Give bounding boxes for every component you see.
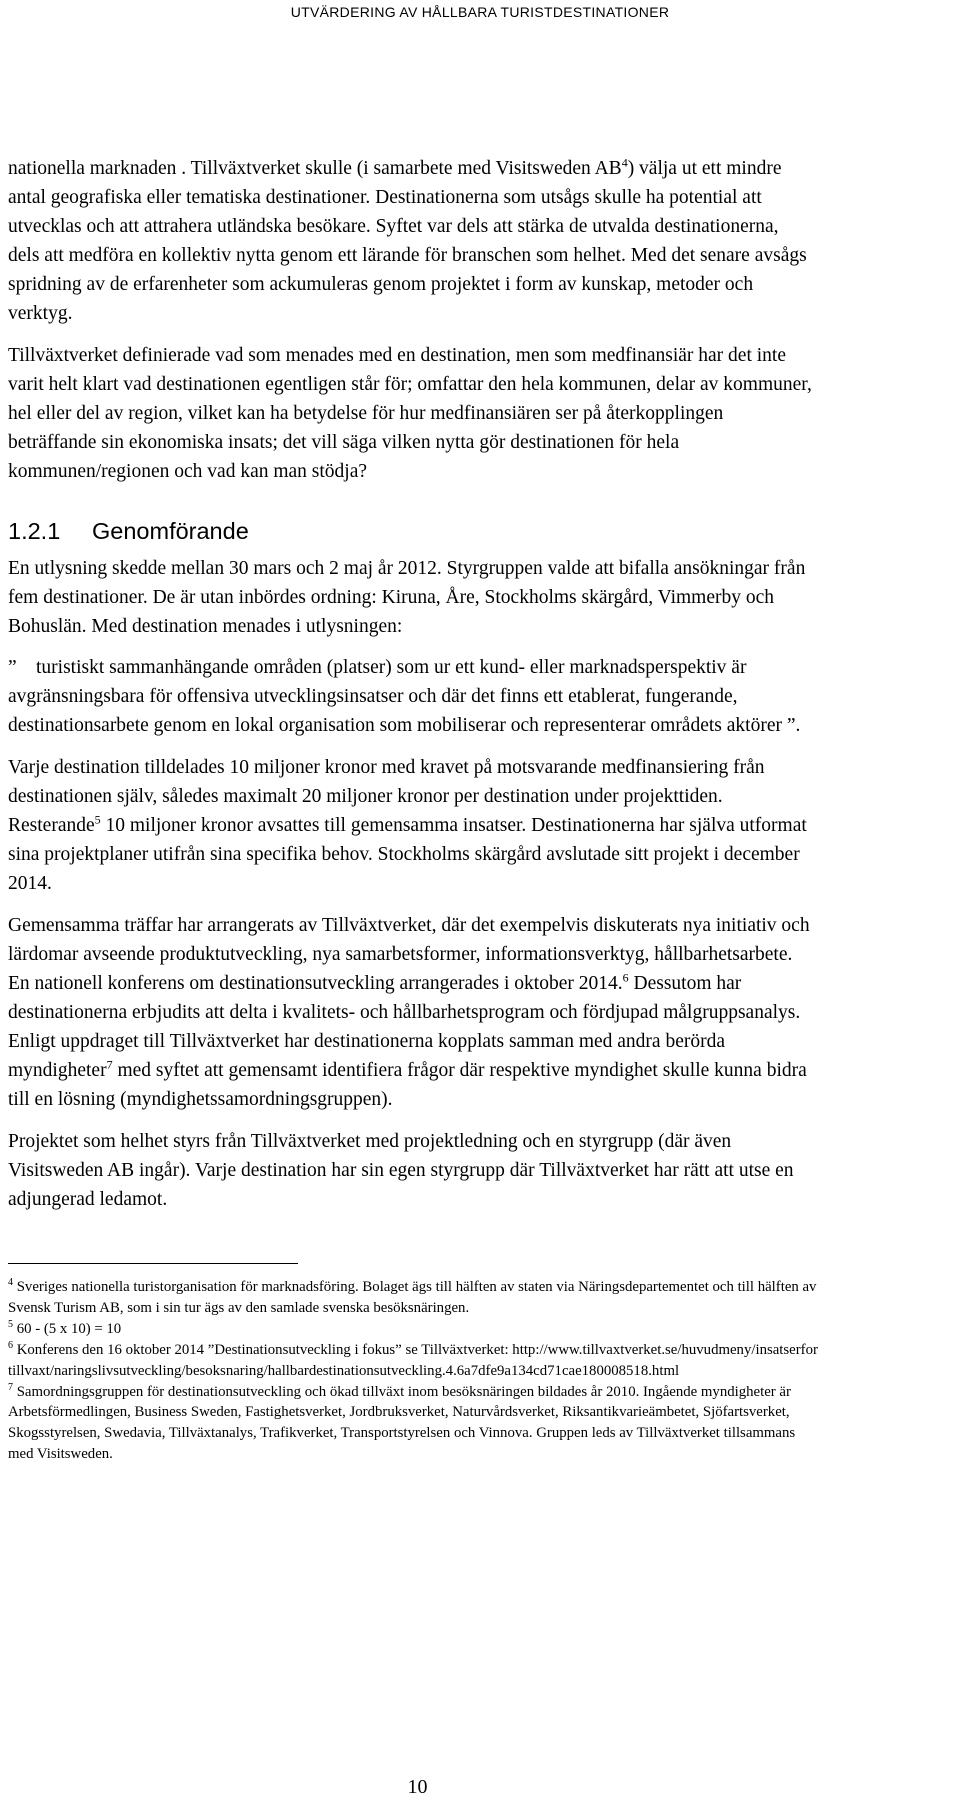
footnote-text: Sveriges nationella turistorganisation för marknadsföring. Bolaget ägs till hälften av staten via Näringsdepartementet och till hälften av Svensk Turism AB, som i sin tur ägs av den samlade svenska besöksnäringen.	[8, 1279, 817, 1316]
paragraph-1-part-b: ) välja ut ett mindre antal geografiska eller tematiska destinationer. Destinationerna som utsågs skulle ha potential att utvecklas och att attrahera utländska besökare. Syftet var dels att stärka de utvalda destinationerna, dels att medföra en kollektiv nytta genom ett lärande för branschen som helhet. Med det senare avsågs spridning av de erfarenheter som ackumuleras genom projektet i form av kunskap, metoder och verktyg.	[8, 158, 807, 324]
quote-text: turistiskt sammanhängande områden (platser) som ur ett kund- eller marknadsperspektiv är avgränsningsbara för offensiva utvecklingsinsatser och där det finns ett etablerat, fungerande, destinationsarbete genom en lokal organisation som mobiliserar och representerar områdets aktörer ”.	[8, 657, 801, 736]
footnote-ref-5[interactable]: 5	[94, 812, 101, 827]
page-number: 10	[407, 1776, 428, 1798]
footnote-number: 5	[8, 1318, 13, 1330]
paragraph-2: Tillväxtverket definierade vad som menades med en destination, men som medfinansiär har det inte varit helt klart vad destinationen egentligen står för; omfattar den hela kommunen, delar av kommuner, hel eller del av region, vilket kan ha betydelse för hur medfinansiären ser på återkopplingen beträffande sin ekonomiska insats; det vill säga vilken nytta gör destinationen för hela kommunen/regionen och vad kan man stödja?	[8, 345, 812, 482]
running-header: UTVÄRDERING AV HÅLLBARA TURISTDESTINATIONER	[290, 4, 670, 20]
paragraph-4-part-a: Varje destination tilldelades 10 miljoner kronor med kravet på motsvarande medfinansiering från destinationen själv, således maximalt 20 miljoner kronor per destination under projekttiden. Resterande	[8, 757, 765, 836]
footnote-4	[8, 1277, 820, 1319]
footnote-text: 60 - (5 x 10) = 10	[13, 1320, 122, 1337]
footnote-number: 4	[8, 1277, 13, 1289]
body-text	[8, 154, 814, 1214]
quote-open-mark: ”	[8, 657, 17, 678]
footnote-6	[8, 1340, 820, 1382]
block-quote	[8, 653, 814, 740]
paragraph-5-part-c: med syftet att gemensamt identifiera frågor där respektive myndighet skulle kunna bidra till en lösning (myndighetssamordningsgruppen).	[8, 1060, 807, 1110]
paragraph-1	[8, 154, 814, 328]
footnote-number: 7	[8, 1381, 13, 1393]
footnote-5	[8, 1319, 820, 1340]
footnote-7	[8, 1382, 820, 1466]
paragraph-5-part-a: Gemensamma träffar har arrangerats av Tillväxtverket, där det exempelvis diskuterats nya initiativ och lärdomar avseende produktutveckling, nya samarbetsformer, informationsverktyg, hållbarhetsarbete. En nationell konferens om destinationsutveckling arrangerades i oktober 2014.	[8, 915, 810, 994]
footnote-ref-4[interactable]: 4	[621, 155, 628, 170]
footnote-ref-7[interactable]: 7	[106, 1057, 113, 1072]
footnotes	[8, 1277, 820, 1465]
paragraph-5-part-b: Dessutom har destinationerna erbjudits att delta i kvalitets- och hållbarhetsprogram och fördjupad målgruppsanalys. Enligt uppdraget till Tillväxtverket har destinationerna kopplats samman med andra berörda myndigheter	[8, 973, 801, 1081]
footnote-text[interactable]: Konferens den 16 oktober 2014 ”Destinationsutveckling i fokus” se Tillväxtverket: http://www.tillvaxtverket.se/huvudmeny/insatserfortillvaxt/naringslivsutveckling/besoksnaring/hallbardestinationsutveckling.4.6a7dfe9a134cd71cae180008518.html	[8, 1341, 818, 1379]
section-heading	[8, 516, 814, 546]
footnote-ref-6[interactable]: 6	[622, 970, 629, 985]
section-number: 1.2.1	[8, 518, 61, 544]
paragraph-1-part-a: nationella marknaden . Tillväxtverket skulle (i samarbete med Visitsweden AB	[8, 158, 622, 179]
paragraph-4	[8, 753, 814, 898]
paragraph-4-part-b: 10 miljoner kronor avsattes till gemensamma insatser. Destinationerna har själva utformat sina projektplaner utifrån sina specifika behov. Stockholms skärgård avslutade sitt projekt i december 2014.	[8, 815, 807, 894]
paragraph-6: Projektet som helhet styrs från Tillväxtverket med projektledning och en styrgrupp (där även Visitsweden AB ingår). Varje destination har sin egen styrgrupp där Tillväxtverket har rätt att utse en adjungerad ledamot.	[8, 1131, 794, 1210]
paragraph-3: En utlysning skedde mellan 30 mars och 2 maj år 2012. Styrgruppen valde att bifalla ansökningar från fem destinationer. De är utan inbördes ordning: Kiruna, Åre, Stockholms skärgård, Vimmerby och Bohuslän. Med destination menades i utlysningen:	[8, 558, 806, 637]
footnote-text: Samordningsgruppen för destinationsutveckling och ökad tillväxt inom besöksnäringen bildades år 2010. Ingående myndigheter är Arbetsförmedlingen, Business Sweden, Fastighetsverket, Jordbruksverket, Naturvårdsverket, Riksantikvarieämbetet, Sjöfartsverket, Skogsstyrelsen, Swedavia, Tillväxtanalys, Trafikverket, Transportstyrelsen och Vinnova. Gruppen leds av Tillväxtverket tillsammans med Visitsweden.	[8, 1383, 796, 1463]
paragraph-5	[8, 911, 814, 1114]
section-title: Genomförande	[92, 518, 249, 544]
footnote-number: 6	[8, 1339, 13, 1351]
footnote-divider	[8, 1263, 298, 1264]
